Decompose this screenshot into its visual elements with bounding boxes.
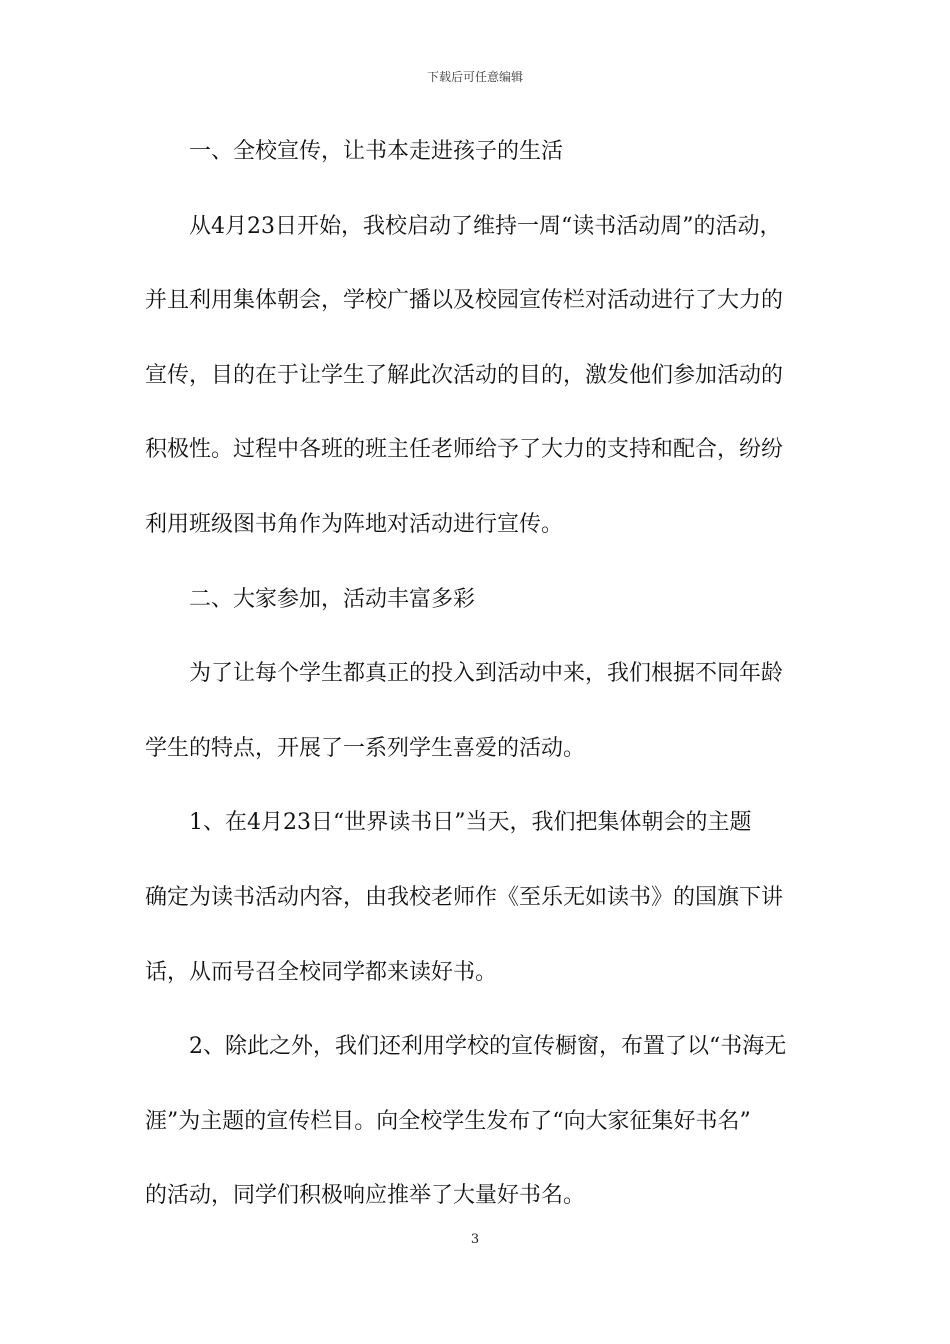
paragraph-line: 从4月23日开始，我校启动了维持一周“读书活动周”的活动， [189,213,782,239]
list-item-2-line: 2、除此之外，我们还利用学校的宣传橱窗，布置了以“书海无 [189,1034,787,1060]
document-body [145,128,815,1247]
list-item-1-line: 话，从而号召全校同学都来读好书。 [145,959,498,985]
list-item-2-line: 涯”为主题的宣传栏目。向全校学生发布了“向大家征集好书名” [145,1108,751,1134]
paragraph-line: 学生的特点，开展了一系列学生喜爱的活动。 [145,735,586,761]
paragraph-line: 并且利用集体朝会，学校广播以及校园宣传栏对活动进行了大力的 [145,288,784,314]
section-heading-1: 一、全校宣传，让书本走进孩子的生活 [189,139,564,164]
header-note: 下载后可任意编辑 [426,70,523,84]
list-item-2-line: 的活动，同学们积极响应推举了大量好书名。 [145,1183,586,1209]
section-heading-2: 二、大家参加，活动丰富多彩 [189,586,476,612]
paragraph-line: 宣传，目的在于让学生了解此次活动的目的，激发他们参加活动的 [145,362,784,388]
list-item-1-line: 1、在4月23日“世界读书日”当天，我们把集体朝会的主题 [189,810,752,836]
page-number: 3 [470,1232,480,1247]
list-item-1-line: 确定为读书活动内容，由我校老师作《至乐无如读书》的国旗下讲 [145,884,784,910]
paragraph-line: 为了让每个学生都真正的投入到活动中来，我们根据不同年龄 [189,661,784,687]
paragraph-line: 积极性。过程中各班的班主任老师给予了大力的支持和配合，纷纷 [145,437,784,463]
paragraph-line: 利用班级图书角作为阵地对活动进行宣传。 [145,511,564,537]
